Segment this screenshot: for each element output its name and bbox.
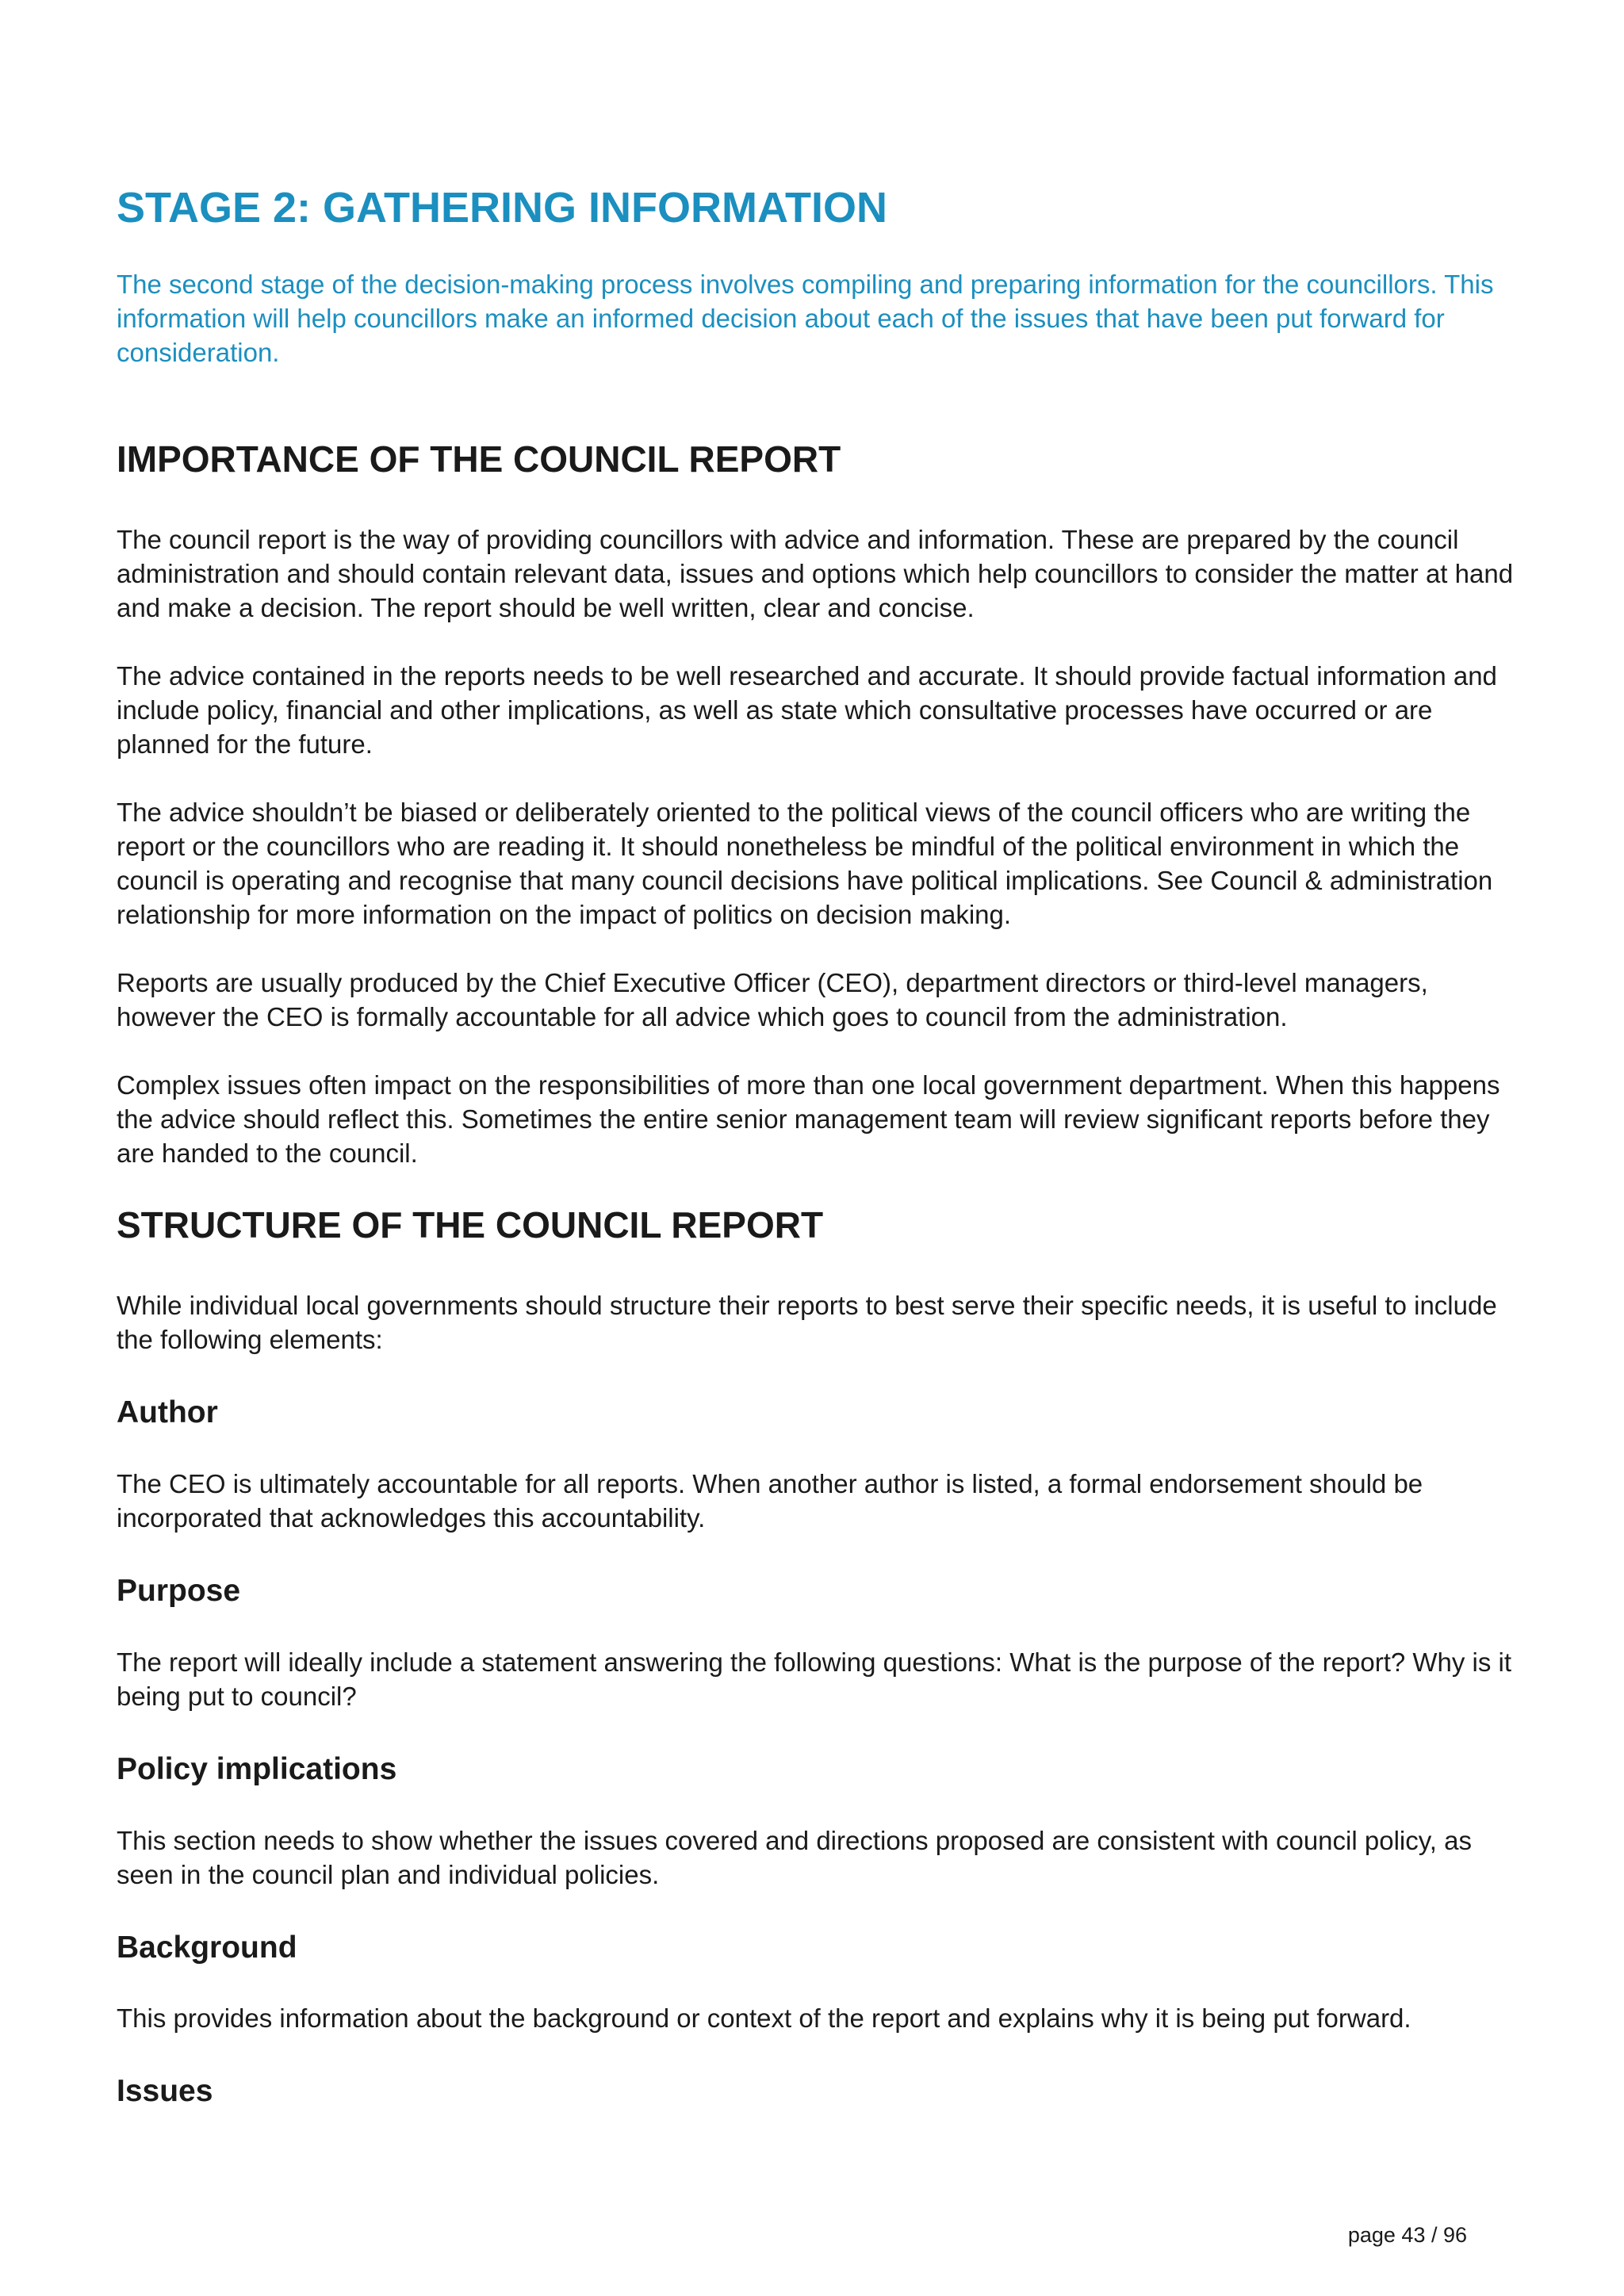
element-text-author: The CEO is ultimately accountable for all reports. When another author is listed, a formal endorsement should be incorporated that acknowledges this accountability.	[117, 1468, 1423, 1533]
element-heading-purpose: Purpose	[117, 1573, 241, 1608]
element-heading-author: Author	[117, 1395, 218, 1430]
element-text-purpose: The report will ideally include a statement answering the following questions: What is the purpose of the report? Why is it being put to council?	[117, 1647, 1512, 1711]
page-number: page 43 / 96	[1347, 2223, 1467, 2247]
element-heading-issues: Issues	[117, 2074, 213, 2109]
importance-heading: IMPORTANCE OF THE COUNCIL REPORT	[117, 438, 841, 480]
importance-paragraph: The advice contained in the reports needs to be well researched and accurate. It should provide factual information and include policy, financial and other implications, as well as state which consultative processes have occurred or are planned for the future.	[117, 660, 1497, 759]
page-content	[117, 182, 1520, 2110]
importance-paragraph: The advice shouldn’t be biased or deliberately oriented to the political views of the council officers who are writing the report or the councillors who are reading it. It should nonetheless be mindful of the political environment in which the council is operating and recognise that many council decisions have political implications. See Council & administration relationship for more information on the impact of politics on decision making.	[117, 797, 1493, 929]
importance-paragraph: Reports are usually produced by the Chief Executive Officer (CEO), department directors or third-level managers, however the CEO is formally accountable for all advice which goes to council from the administration.	[117, 967, 1428, 1031]
importance-paragraph: Complex issues often impact on the responsibilities of more than one local government department. When this happens the advice should reflect this. Sometimes the entire senior management team will review significant reports before they are handed to the council.	[117, 1070, 1500, 1168]
element-text-background: This provides information about the background or context of the report and explains why it is being put forward.	[117, 2003, 1411, 2034]
structure-intro: While individual local governments should structure their reports to best serve their specific needs, it is useful to include the following elements:	[117, 1291, 1497, 1355]
stage-intro: The second stage of the decision-making process involves compiling and preparing information for the councillors. This information will help councillors make an informed decision about each of the issues that have been put forward for consideration.	[117, 269, 1494, 367]
structure-heading: STRUCTURE OF THE COUNCIL REPORT	[117, 1203, 824, 1246]
element-text-policy-implications: This section needs to show whether the issues covered and directions proposed are consistent with council policy, as seen in the council plan and individual policies.	[117, 1825, 1472, 1889]
element-heading-policy-implications: Policy implications	[117, 1751, 397, 1786]
stage-title: STAGE 2: GATHERING INFORMATION	[117, 184, 887, 232]
importance-paragraph: The council report is the way of providing councillors with advice and information. These are prepared by the council administration and should contain relevant data, issues and options which help councillors to consider the matter at hand and make a decision. The report should be well written, clear and concise.	[117, 524, 1514, 622]
element-heading-background: Background	[117, 1930, 297, 1965]
